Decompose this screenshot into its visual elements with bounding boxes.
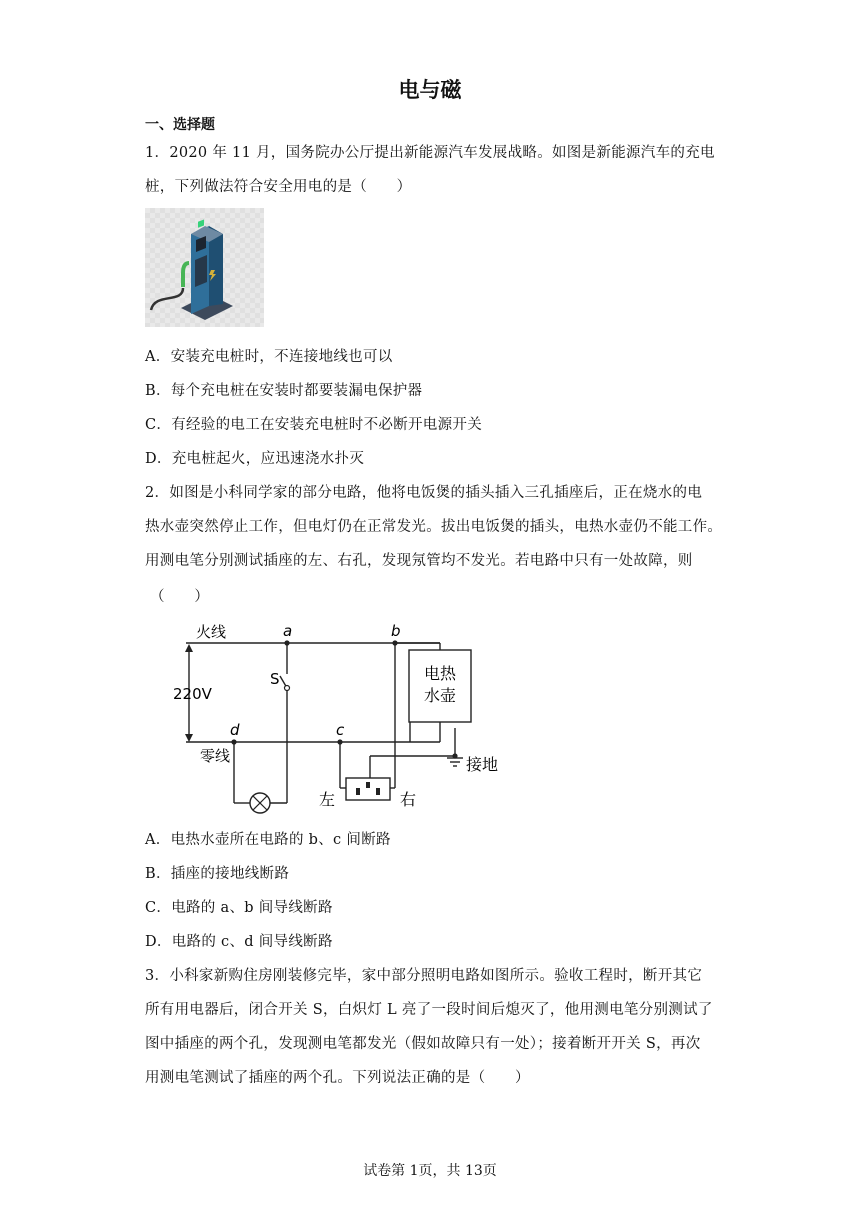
switch-label: S: [270, 670, 280, 688]
node-d-label: d: [230, 721, 240, 739]
question-2-option-a: A．电热水壶所在电路的 b、c 间断路: [145, 832, 391, 848]
question-1-option-b: B．每个充电桩在安装时都要装漏电保护器: [145, 383, 423, 399]
neutral-wire-label: 零线: [200, 747, 231, 765]
ground-label: 接地: [466, 755, 499, 774]
question-3-line-1: 3．小科家新购住房刚装修完毕，家中部分照明电路如图所示。验收工程时，断开其它: [145, 968, 703, 984]
page-title: 电与磁: [398, 78, 462, 102]
question-1-line-2: 桩，下列做法符合安全用电的是（ ）: [145, 179, 412, 195]
socket-left-label: 左: [319, 790, 336, 809]
question-2-line-2: 热水壶突然停止工作，但电灯仍在正常发光。拔出电饭煲的插头，电热水壶仍不能工作。: [145, 519, 723, 535]
question-3-line-3: 图中插座的两个孔，发现测电笔都发光（假如故障只有一处）；接着断开开关 S，再次: [145, 1036, 701, 1052]
charging-pile-image: [145, 208, 264, 327]
socket-right-label: 右: [400, 790, 417, 809]
question-2-option-c: C．电路的 a、b 间导线断路: [145, 900, 333, 916]
circuit-diagram: [170, 618, 510, 814]
question-2-option-b: B．插座的接地线断路: [145, 866, 290, 882]
question-1-option-a: A．安装充电桩时，不连接地线也可以: [145, 349, 393, 365]
question-1-option-c: C．有经验的电工在安装充电桩时不必断开电源开关: [145, 417, 482, 433]
question-1-option-d: D．充电桩起火，应迅速浇水扑灭: [145, 451, 365, 467]
question-2-line-3: 用测电笔分别测试插座的左、右孔，发现氖管均不发光。若电路中只有一处故障，则: [145, 553, 693, 569]
question-3-line-4: 用测电笔测试了插座的两个孔。下列说法正确的是（ ）: [145, 1070, 530, 1086]
section-heading: 一、选择题: [145, 117, 215, 133]
question-2-line-4: （ ）: [150, 589, 210, 605]
live-wire-label: 火线: [196, 623, 227, 641]
kettle-label-1: 电热: [424, 664, 457, 683]
page-footer: 试卷第 1页，共 13页: [363, 1163, 497, 1179]
question-3-line-2: 所有用电器后，闭合开关 S，白炽灯 L 亮了一段时间后熄灭了，他用测电笔分别测试了: [145, 1002, 713, 1018]
lamp-symbol: [250, 793, 270, 813]
question-1-line-1: 1．2020 年 11 月，国务院办公厅提出新能源汽车发展战略。如图是新能源汽车的充电: [145, 145, 715, 161]
question-2-option-d: D．电路的 c、d 间导线断路: [145, 934, 333, 950]
node-b-label: b: [391, 622, 401, 640]
kettle-label-2: 水壶: [424, 686, 457, 705]
node-a-label: a: [283, 622, 293, 640]
question-2-line-1: 2．如图是小科同学家的部分电路，他将电饭煲的插头插入三孔插座后，正在烧水的电: [145, 485, 703, 501]
voltage-label: 220V: [173, 685, 212, 703]
node-c-label: c: [336, 721, 345, 739]
